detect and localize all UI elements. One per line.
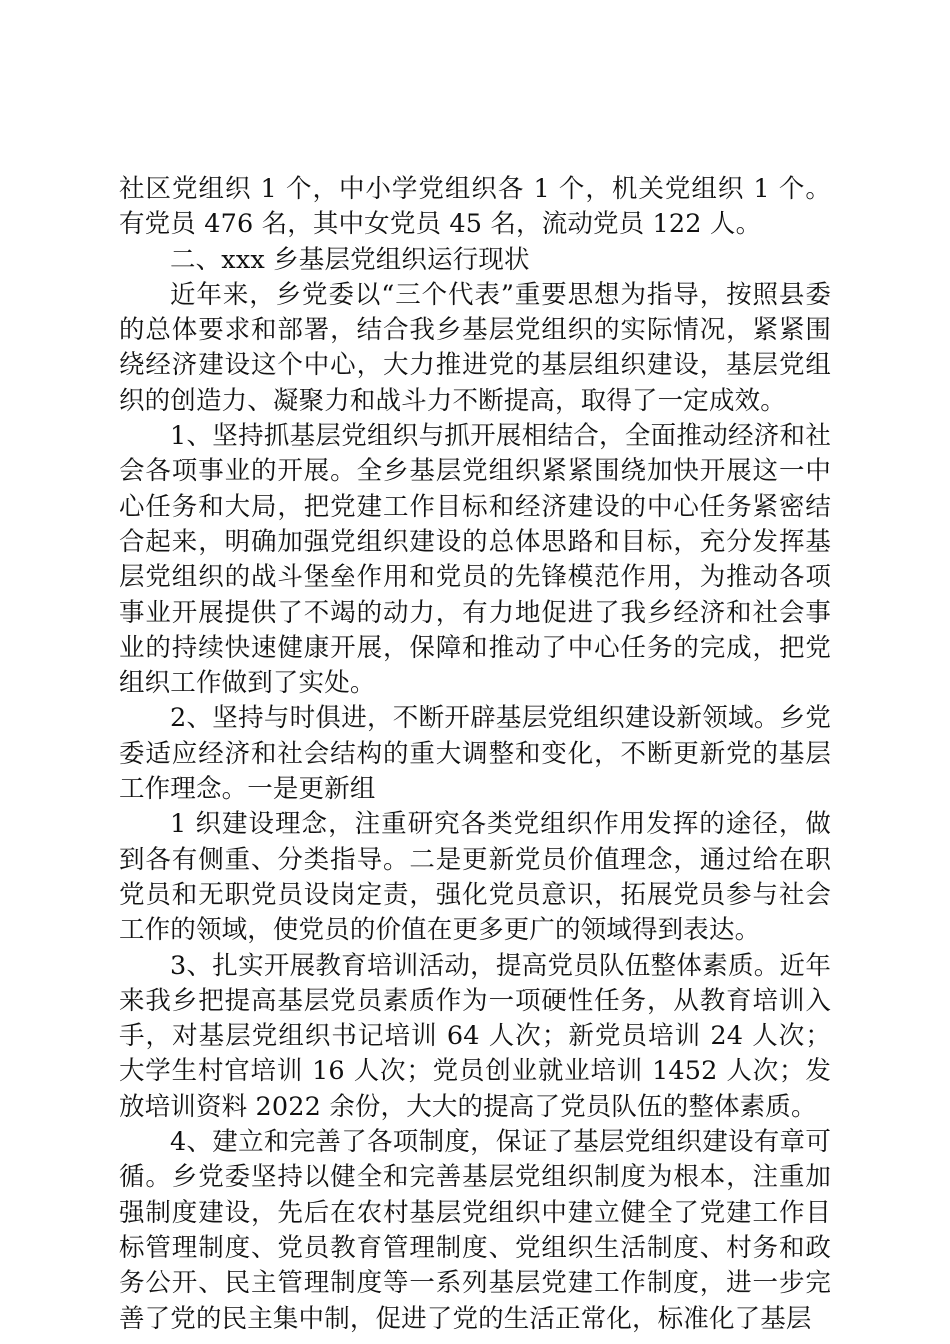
paragraph-8: 4、建立和完善了各项制度，保证了基层党组织建设有章可循。乡党委坚持以健全和完善基层党组织制度为根本，注重加强制度建设，先后在农村基层党组织中建立健全了党建工作目标管理制度、党员教育管理制度、党组织生活制度、村务和政务公开、民主管理制度等一系列基层党建工作制度，进一步完善了党的民主集中制，促进了党的生活正常化，标准化了基层 [119,1127,831,1334]
paragraph-7: 3、扎实开展教育培训活动，提高党员队伍整体素质。近年来我乡把提高基层党员素质作为一项硬性任务，从教育培训入手，对基层党组织书记培训 64 人次；新党员培训 24 人次；大学生村官培训 16 人次；党员创业就业培训 1452 人次；发放培训资料 2022 余份，大大的提高了党员队伍的整体素质。 [119,950,831,1122]
paragraph-6: 1 织建设理念，注重研究各类党组织作用发挥的途径，做到各有侧重、分类指导。二是更新党员价值理念，通过给在职党员和无职党员设岗定责，强化党员意识，拓展党员参与社会工作的领域，使党员的价值在更多更广的领域得到表达。 [119,809,831,946]
paragraph-4: 1、坚持抓基层党组织与抓开展相结合，全面推动经济和社会各项事业的开展。全乡基层党组织紧紧围绕加快开展这一中心任务和大局，把党建工作目标和经济建设的中心任务紧密结合起来，明确加强党组织建设的总体思路和目标，充分发挥基层党组织的战斗堡垒作用和党员的先锋模范作用，为推动各项事业开展提供了不竭的动力，有力地促进了我乡经济和社会事业的持续快速健康开展，保障和推动了中心任务的完成，把党组织工作做到了实处。 [119,421,831,699]
paragraph-1: 社区党组织 1 个，中小学党组织各 1 个，机关党组织 1 个。有党员 476 名，其中女党员 45 名，流动党员 122 人。 [119,174,831,240]
section-heading: 二、xxx 乡基层党组织运行现状 [170,244,530,275]
document-body [119,172,831,1337]
paragraph-3: 近年来，乡党委以“三个代表”重要思想为指导，按照县委的总体要求和部署，结合我乡基层党组织的实际情况，紧紧围绕经济建设这个中心，大力推进党的基层组织建设，基层党组织的创造力、凝聚力和战斗力不断提高，取得了一定成效。 [119,279,831,416]
paragraph-5: 2、坚持与时俱进，不断开辟基层党组织建设新领域。乡党委适应经济和社会结构的重大调整和变化，不断更新党的基层工作理念。一是更新组 [119,703,831,805]
